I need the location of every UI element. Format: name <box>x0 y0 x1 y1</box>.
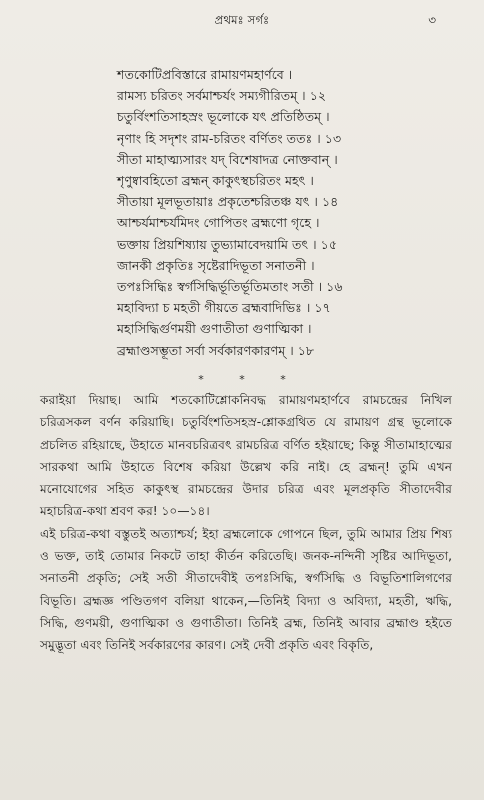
separator-asterisk: * <box>280 373 286 386</box>
verse-line: মহাবিদ্যা চ মহতী গীয়তে ব্রহ্মবাদিভিঃ । ১৭ <box>117 300 331 316</box>
section-separator <box>0 373 484 386</box>
verse-line: শতকোটিপ্রবিস্তারে রামায়ণমহার্ণবে । <box>117 67 293 82</box>
page-number: ৩ <box>428 13 436 27</box>
verse-line: শৃণুষ্বাবহিতো ব্রহ্মন্ কাকুৎস্থচরিতং মহৎ । <box>117 173 314 189</box>
verse-line: সীতায়া মূলভূতায়াঃ প্রকৃতেশ্চরিতঞ্চ যৎ । ১৪ <box>117 194 339 210</box>
separator-asterisk: * <box>198 373 204 386</box>
verse-line: আশ্চর্যমাশ্চর্যমিদং গোপিতং ব্রহ্মণো গৃহে । <box>117 215 320 231</box>
verse-line: মহাসিদ্ধির্গুণময়ী গুণাতীতা গুণাত্মিকা । <box>117 321 312 337</box>
verse-line: চতুর্বিংশতিসাহস্রং ভূলোকে যৎ প্রতিষ্ঠিতম্ । <box>117 109 330 125</box>
separator-asterisk: * <box>239 373 245 386</box>
verse-line: সীতা মাহাত্ম্যসারং যদ্ বিশেষাদত্র নোক্তবান্ । <box>117 151 338 167</box>
verse-line: তপঃসিদ্ধিঃ স্বর্গসিদ্ধির্ভূতির্ভূতিমতাং সতী । ১৬ <box>117 279 343 295</box>
verse-line: ব্রহ্মাণ্ডসম্ভূতা সর্বা সর্বকারণকারণম্ । ১৮ <box>117 342 315 358</box>
verse-line: রামস্য চরিতং সর্বমাশ্চর্যং সম্যগীরিতম্ । ১২ <box>117 88 327 104</box>
commentary-paragraph: এই চরিত্র-কথা বস্তুতই অত্যাশ্চর্য; ইহা ব্রহ্মলোকে গোপনে ছিল, তুমি আমার প্রিয় শিষ্য ও ভক্ত, তাই তোমার নিকটে তাহা কীর্তন করিতেছি। জনক-নন্দিনী সৃষ্টির আদিভূতা, সনাতনী প্রকৃতি; সেই সতী সীতাদেবীই তপঃসিদ্ধি, স্বর্গসিদ্ধি ও বিভূতিশালিগণের বিভূতি। ব্রহ্মজ্ঞ পণ্ডিতগণ বলিয়া থাকেন,—তিনিই বিদ্যা ও অবিদ্যা, মহতী, ঋদ্ধি, সিদ্ধি, গুণময়ী, গুণাত্মিকা ও গুণাতীতা। তিনিই ব্রহ্ম, তিনিই আবার ব্রহ্মাণ্ড হইতে সমুদ্ভূতা এবং তিনিই সর্বকারণের কারণ। সেই দেবী প্রকৃতি এবং বিকৃতি, <box>40 526 452 653</box>
bengali-commentary <box>40 389 452 657</box>
verse-line: ভক্তায় প্রিয়শিষ্যায় তুভ্যামাবেদয়ামি তৎ । ১৫ <box>117 236 338 252</box>
verse-line: নৃণাং হি সদৃশং রাম-চরিতং বর্ণিতং ততঃ । ১৩ <box>117 130 342 146</box>
verse-line: জানকী প্রকৃতিঃ সৃষ্টেরাদিভূতা সনাতনী । <box>117 257 315 273</box>
commentary-paragraph: করাইয়া দিয়াছ। আমি শতকোটিশ্লোকনিবদ্ধ রামায়ণমহার্ণবে রামচন্দ্রের নিখিল চরিত্রসকল বর্ণন করিয়াছি। চতুর্বিংশতিসহস্র-শ্লোকগ্রথিত যে রামায়ণ গ্রন্থ ভূলোকে প্রচলিত রহিয়াছে, উহাতে মানবচরিত্রবৎ রামচরিত্র বর্ণিত হইয়াছে; কিন্তু সীতামাহাত্মের সারকথা আমি উহাতে বিশেষ করিয়া উল্লেখ করি নাই। হে ব্রহ্মন্! তুমি এখন মনোযোগের সহিত কাকুৎস্থ রামচন্দ্রের উদার চরিত্র এবং মূলপ্রকৃতি সীতাদেবীর মহাচরিত্র-কথা শ্রবণ কর! ১০—১৪। <box>40 393 452 519</box>
sanskrit-verse-block <box>117 64 462 361</box>
page-header <box>0 10 484 34</box>
running-head: প্রথমঃ সর্গঃ <box>214 13 270 27</box>
